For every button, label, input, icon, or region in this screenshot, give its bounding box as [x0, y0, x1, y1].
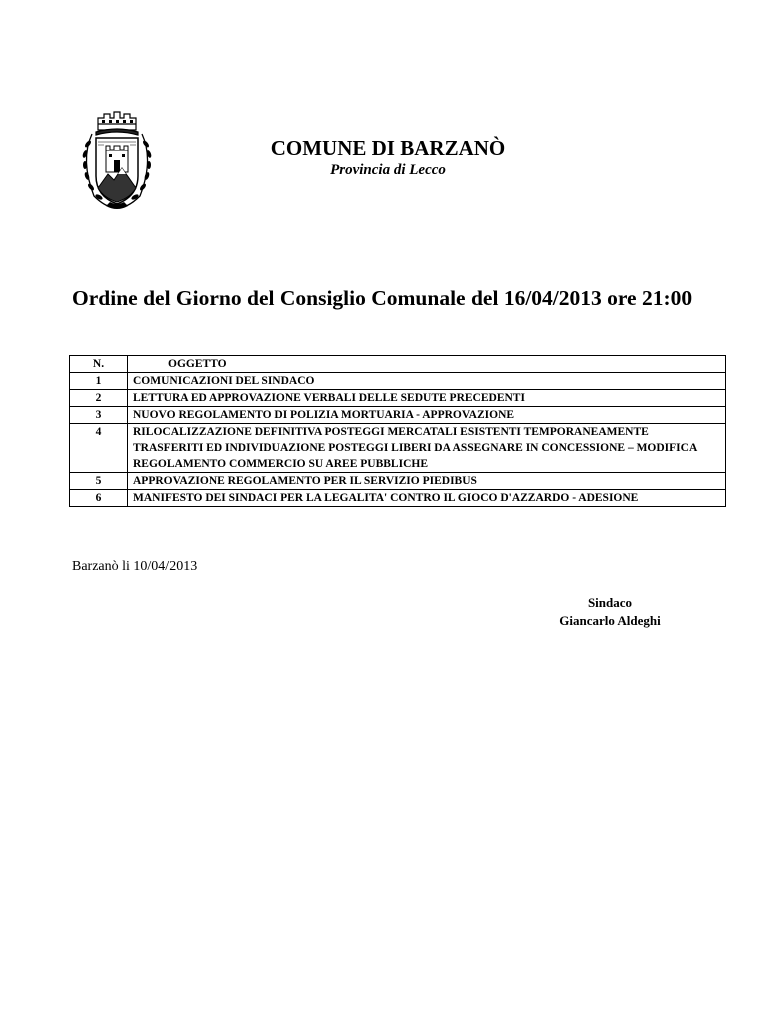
signature-block: [540, 594, 680, 630]
row-number: 4: [70, 424, 128, 473]
municipality-header: [200, 136, 576, 180]
coat-of-arms-icon: [74, 104, 160, 214]
table-row: [70, 473, 726, 490]
row-subject: COMUNICAZIONI DEL SINDACO: [128, 373, 726, 390]
row-number: 3: [70, 407, 128, 424]
agenda-table: [69, 355, 726, 507]
row-subject: LETTURA ED APPROVAZIONE VERBALI DELLE SEDUTE PRECEDENTI: [128, 390, 726, 407]
date-line: Barzanò li 10/04/2013: [72, 559, 198, 574]
row-subject: NUOVO REGOLAMENTO DI POLIZIA MORTUARIA - APPROVAZIONE: [128, 407, 726, 424]
signature-name: Giancarlo Aldeghi: [559, 613, 661, 628]
table-row: [70, 390, 726, 407]
agenda-title: Ordine del Giorno del Consiglio Comunale del 16/04/2013 ore 21:00: [72, 286, 693, 310]
table-row: [70, 373, 726, 390]
row-number: 2: [70, 390, 128, 407]
municipality-title: COMUNE DI BARZANÒ: [270, 136, 506, 160]
row-subject: APPROVAZIONE REGOLAMENTO PER IL SERVIZIO PIEDIBUS: [128, 473, 726, 490]
table-row: [70, 424, 726, 473]
row-number: 5: [70, 473, 128, 490]
table-header-row: [70, 356, 726, 373]
table-row: [70, 490, 726, 507]
column-header-number: N.: [70, 356, 128, 373]
row-number: 6: [70, 490, 128, 507]
row-subject: MANIFESTO DEI SINDACI PER LA LEGALITA' CONTRO IL GIOCO D'AZZARDO - ADESIONE: [128, 490, 726, 507]
province-subtitle: Provincia di Lecco: [330, 162, 446, 178]
signature-role: Sindaco: [587, 595, 633, 610]
row-number: 1: [70, 373, 128, 390]
column-header-subject: OGGETTO: [128, 356, 726, 373]
row-subject: RILOCALIZZAZIONE DEFINITIVA POSTEGGI MERCATALI ESISTENTI TEMPORANEAMENTE TRASFERITI ED INDIVIDUAZIONE POSTEGGI LIBERI DA ASSEGNARE IN CONCESSIONE – MODIFICA REGOLAMENTO COMMERCIO SU AREE PUBBLICHE: [128, 424, 726, 473]
table-row: [70, 407, 726, 424]
